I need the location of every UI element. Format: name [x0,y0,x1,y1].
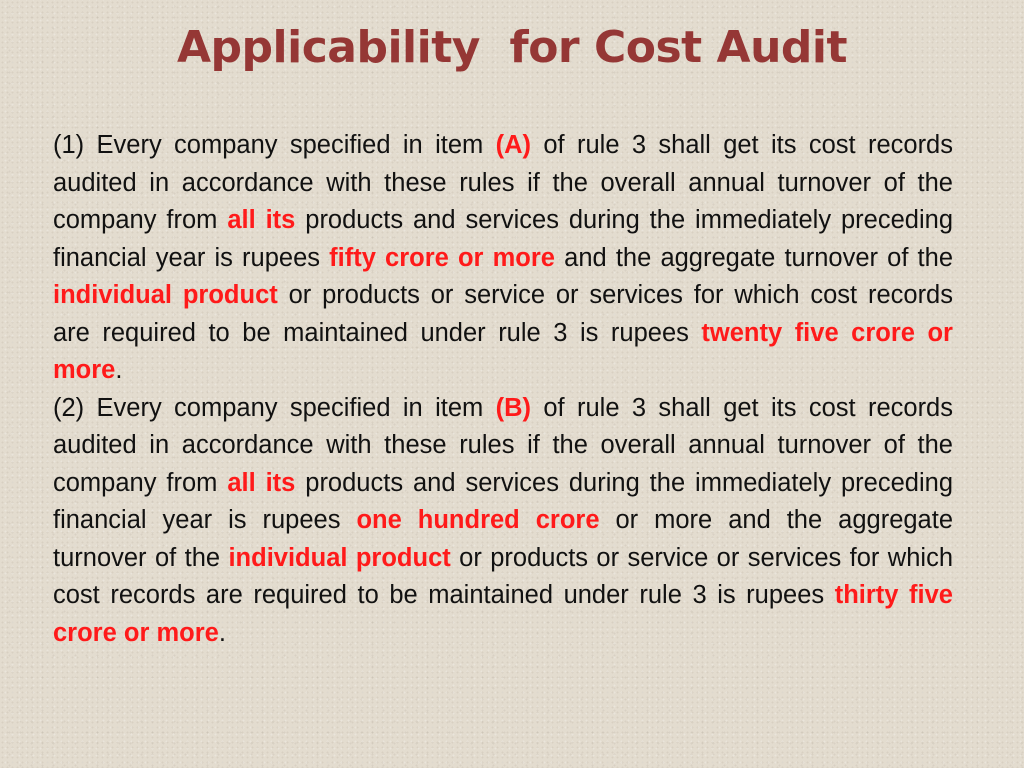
highlight-segment: one hundred crore [356,506,600,534]
text-segment: of rule 3 shall get its cost records audited in accordance with these rules if the overall annual turnover of the company from [53,393,953,497]
highlight-segment: individual product [53,281,278,309]
text-segment: of rule 3 shall get its cost records audited in accordance with these rules if the overall annual turnover of the company from [53,131,953,234]
text-segment: products and services during the immediately preceding financial year is rupees [53,206,953,272]
highlight-segment: individual product [228,543,451,572]
slide-body [53,127,953,652]
text-segment: . [115,356,123,384]
text-segment: (1) Every company specified in item [53,131,496,159]
highlight-segment: all its [227,206,296,234]
text-segment: and the aggregate turnover of the [555,243,954,272]
highlight-segment: twenty five crore or more [53,318,953,384]
text-segment: or products or service or services for which cost records are required to be maintained under rule 3 is rupees [53,543,954,609]
text-segment: (2) Every company specified in item [53,393,496,422]
highlight-segment: (B) [495,393,532,422]
highlight-segment: thirty five crore or more [53,581,953,647]
paragraph-rule-a [53,127,953,390]
text-segment: or products or service or services for which cost records are required to be maintained under rule 3 is rupees [53,281,953,347]
text-segment: or more and the aggregate turnover of the [53,506,953,572]
slide-title: Applicability for Cost Audit [176,22,847,73]
highlight-segment: (A) [495,131,532,159]
highlight-segment: fifty crore or more [329,243,555,272]
highlight-segment: all its [227,468,296,497]
paragraph-rule-b [53,390,953,653]
text-segment: products and services during the immediately preceding financial year is rupees [53,468,953,534]
text-segment: . [218,618,226,647]
